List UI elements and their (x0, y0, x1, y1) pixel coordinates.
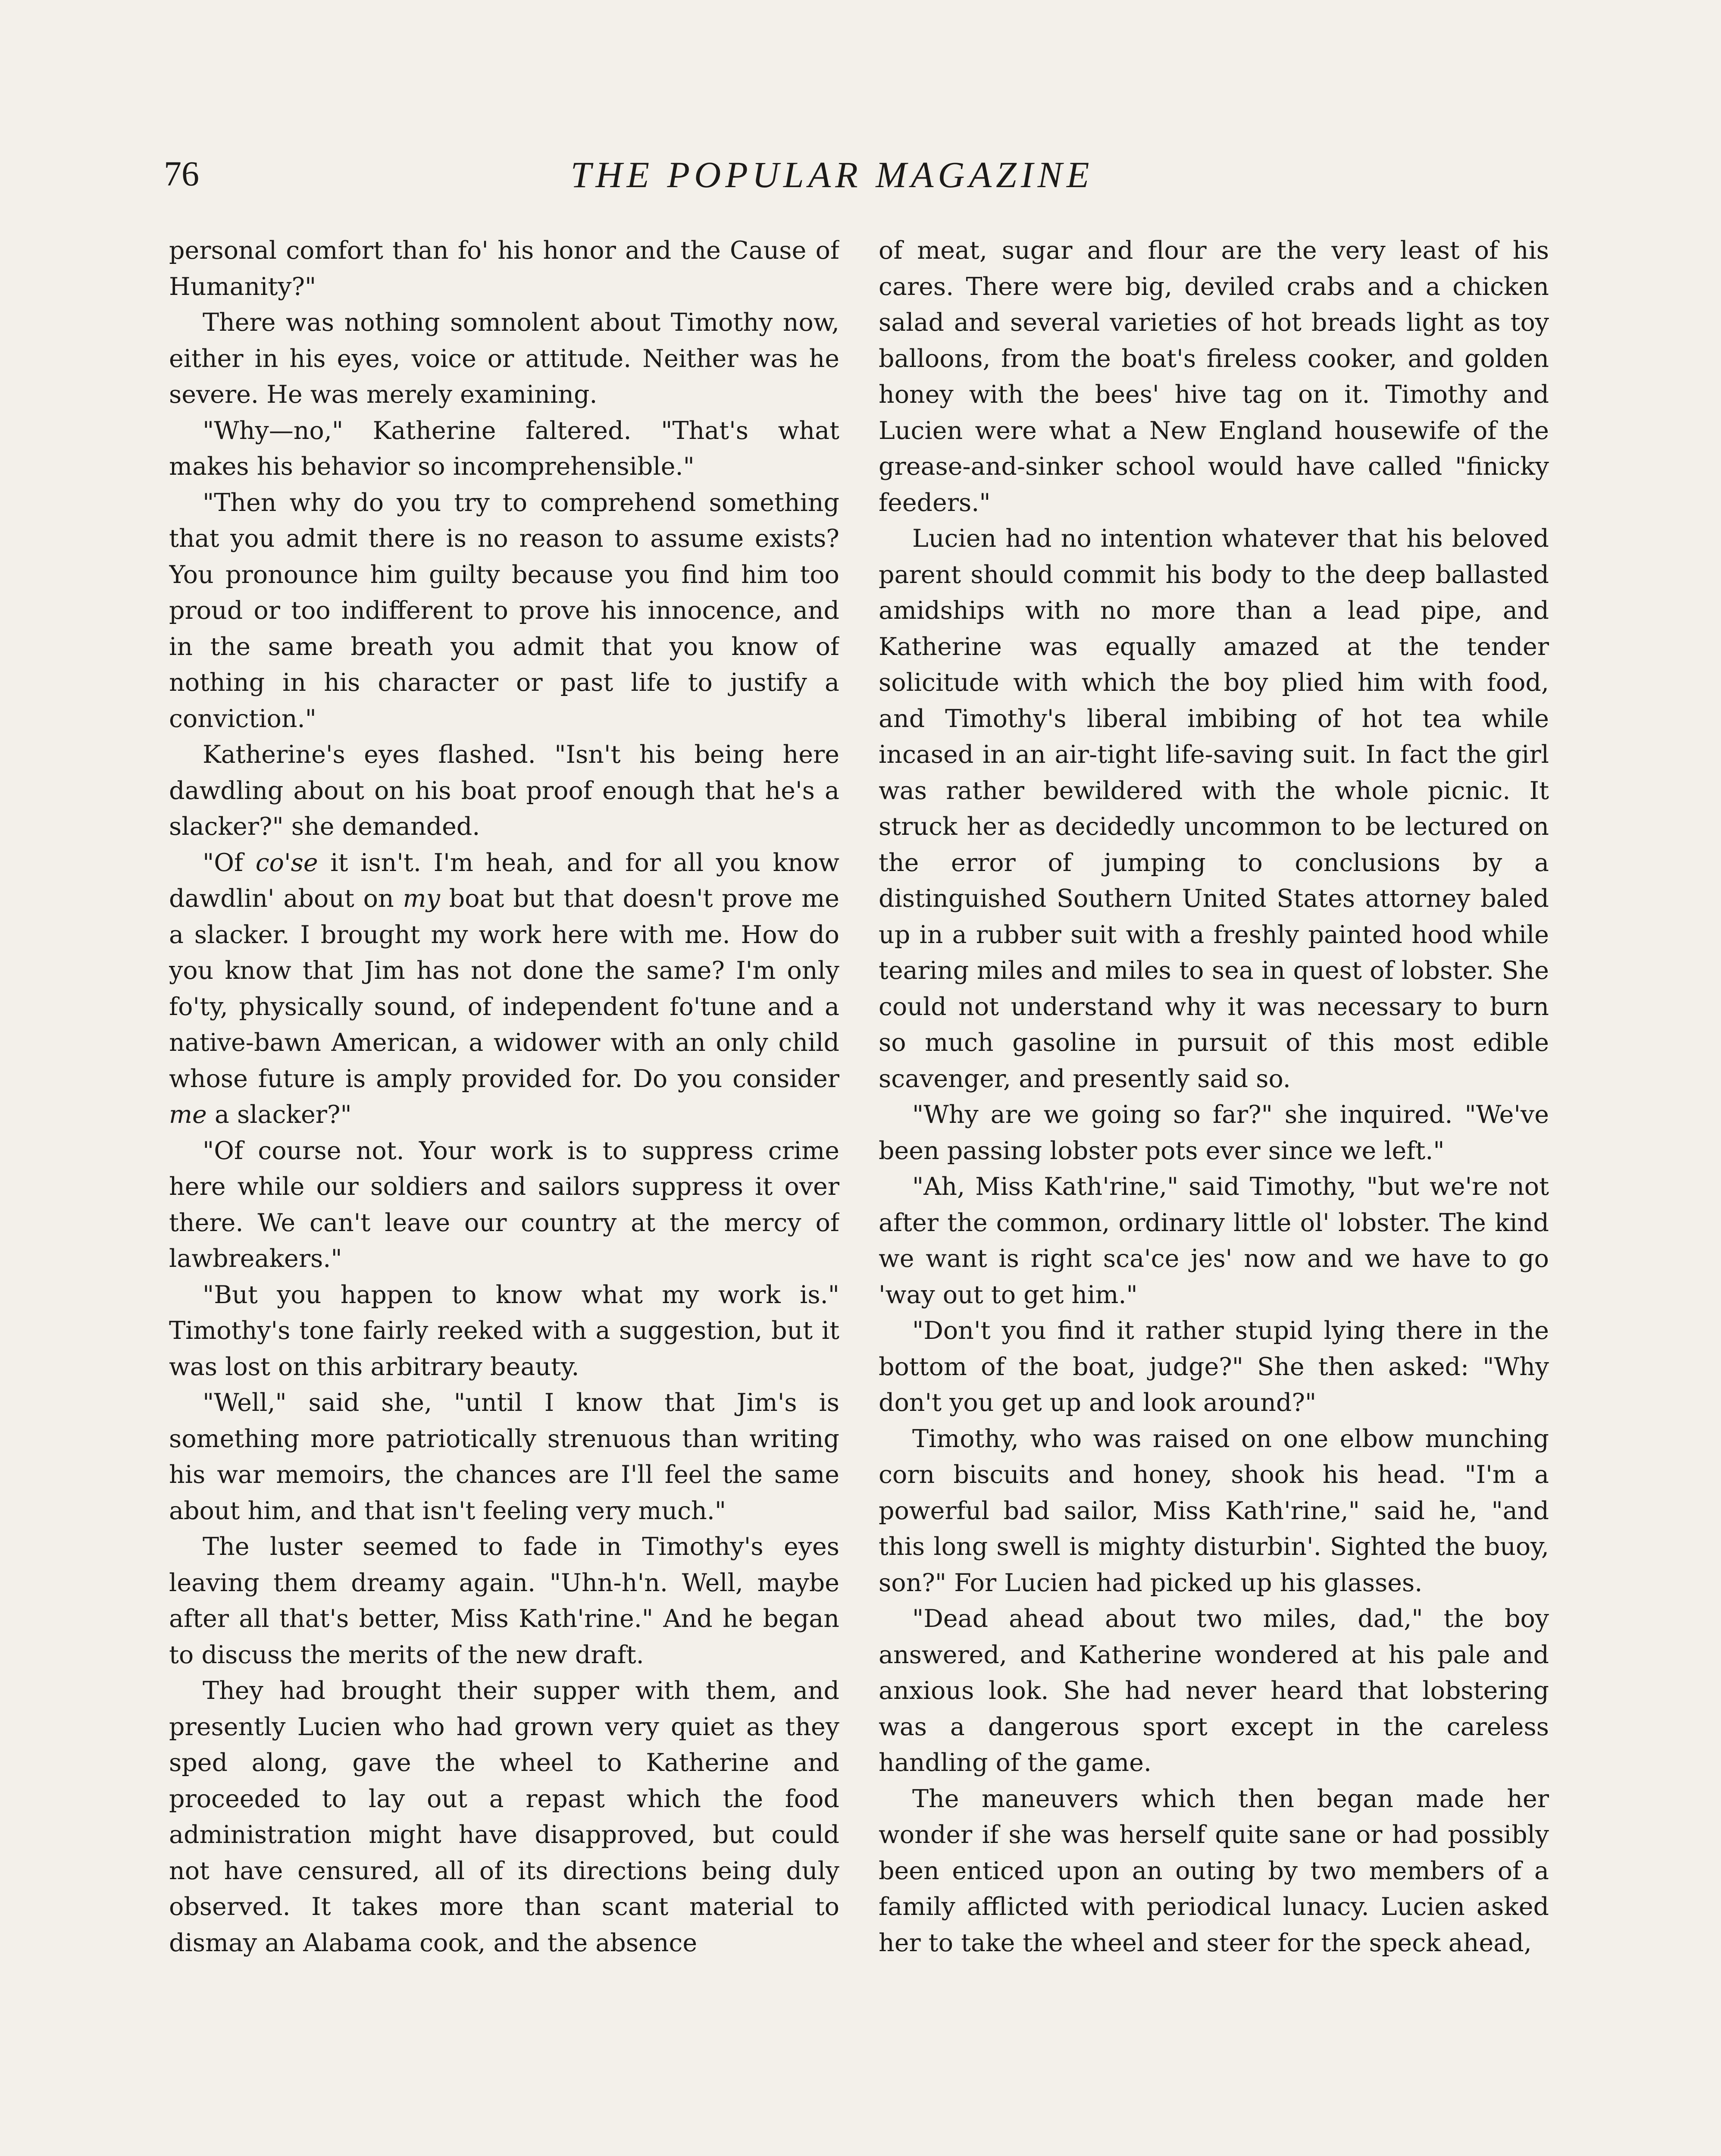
paragraph (169, 233, 839, 305)
text-run: "Of course not. Your work is to suppress crime here while our soldiers and sailors suppress it over there. We can't leave our country at the mercy of lawbreakers." (169, 1136, 839, 1273)
left-column (169, 233, 839, 2156)
text-run: "Why are we going so far?" she inquired. "We've been passing lobster pots ever since we left." (879, 1100, 1549, 1165)
paragraph (169, 305, 839, 413)
text-run: Timothy, who was raised on one elbow munching corn biscuits and honey, shook his head. "I'm a powerful bad sailor, Miss Kath'rine," said he, "and this long swell is mighty disturbin'. Sighted the buoy, son?" For Lucien had picked up his glasses. (879, 1424, 1549, 1597)
text-run: Lucien had no intention whatever that his beloved parent should commit his body to the deep ballasted amidships with no more than a lead pipe, and Katherine was equally amazed at the tender solicitude with which the boy plied him with food, and Timothy's liberal imbibing of hot tea while incased in an air-tight life-saving suit. In fact the girl was rather bewildered with the whole picnic. It struck her as decidedly uncommon to be lectured on the error of jumping to conclusions by a distinguished Southern United States attorney baled up in a rubber suit with a freshly painted hood while tearing miles and miles to sea in quest of lobster. She could not understand why it was necessary to burn so much gasoline in pursuit of this most edible scavenger, and presently said so. (879, 524, 1549, 1093)
text-run: "Dead ahead about two miles, dad," the boy answered, and Katherine wondered at his pale and anxious look. She had never heard that lobstering was a dangerous sport except in the careless handling of the game. (879, 1604, 1549, 1777)
text-run: Katherine's eyes flashed. "Isn't his being here dawdling about on his boat proof enough that he's a slacker?" she demanded. (169, 740, 839, 841)
paragraph (879, 1601, 1549, 1781)
paragraph (169, 485, 839, 737)
text-run: The luster seemed to fade in Timothy's eyes leaving them dreamy again. "Uhn-h'n. Well, maybe after all that's better, Miss Kath'rine." And he began to discuss the merits of the new draft. (169, 1532, 839, 1669)
page-number: 76 (164, 154, 199, 193)
right-column (879, 233, 1549, 2156)
text-run: The maneuvers which then began made her wonder if she was herself quite sane or had possibly been enticed upon an outing by two members of a family afflicted with periodical lunacy. Lucien asked her to take the wheel and steer for the speck ahead, (879, 1784, 1549, 1957)
italic-text: my (403, 884, 440, 913)
text-run: "Of (203, 848, 256, 877)
paragraph (169, 1385, 839, 1529)
paragraph (879, 233, 1549, 521)
running-head: THE POPULAR MAGAZINE (570, 154, 1094, 195)
text-run: They had brought their supper with them, and presently Lucien who had grown very quiet as they sped along, gave the wheel to Katherine and proceeded to lay out a repast which the food administration might have disapproved, but could not have censured, all of its directions being duly observed. It takes more than scant material to dismay an Alabama cook, and the absence (169, 1677, 839, 1957)
paragraph (879, 1421, 1549, 1601)
paragraph (879, 1169, 1549, 1313)
text-run: personal comfort than fo' his honor and the Cause of Humanity?" (169, 236, 839, 301)
text-run: "Well," said she, "until I know that Jim's is something more patriotically strenuous than writing his war memoirs, the chances are I'll feel the same about him, and that isn't feeling very much." (169, 1388, 839, 1525)
paragraph (879, 1313, 1549, 1421)
paragraph (169, 1673, 839, 1961)
text-run: boat but that doesn't prove me a slacker. I brought my work here with me. How do you know that Jim has not done the same? I'm only fo'ty, physically sound, of independent fo'tune and a native-bawn American, a widower with an only child whose future is amply provided for. Do you consider (169, 884, 839, 1093)
paragraph (169, 1277, 839, 1385)
text-run: "Why—no," Katherine faltered. "That's what makes his behavior so incomprehensible." (169, 416, 839, 481)
text-run: "Ah, Miss Kath'rine," said Timothy, "but we're not after the common, ordinary little ol' lobster. The kind we want is right sca'ce jes' now and we have to go 'way out to get him." (879, 1172, 1549, 1309)
paragraph (169, 1529, 839, 1673)
paragraph (169, 413, 839, 485)
paragraph (879, 1097, 1549, 1169)
text-run: of meat, sugar and flour are the very least of his cares. There were big, deviled crabs and a chicken salad and several varieties of hot breads light as toy balloons, from the boat's fireless cooker, and golden honey with the bees' hive tag on it. Timothy and Lucien were what a New England housewife of the grease-and-sinker school would have called "finicky feeders." (879, 236, 1549, 517)
paragraph (879, 521, 1549, 1097)
text-run: "Then why do you try to comprehend something that you admit there is no reason to assume exists? You pronounce him guilty because you find him too proud or too indifferent to prove his innocence, and in the same breath you admit that you know of nothing in his character or past life to justify a conviction." (169, 488, 839, 733)
text-run: There was nothing somnolent about Timothy now, either in his eyes, voice or attitude. Neither was he severe. He was merely examining. (169, 308, 839, 409)
text-run: "Don't you find it rather stupid lying there in the bottom of the boat, judge?" She then asked: "Why don't you get up and look around?" (879, 1316, 1549, 1417)
italic-text: co'se (255, 848, 318, 877)
text-run: it isn't. I'm heah, and for all you know dawdlin' about on (169, 848, 839, 913)
text-run: "But you happen to know what my work is." Timothy's tone fairly reeked with a suggestion, but it was lost on this arbitrary beauty. (169, 1280, 839, 1381)
text-run: a slacker?" (207, 1100, 352, 1129)
paragraph (169, 845, 839, 1133)
paragraph (169, 1133, 839, 1277)
paragraph (879, 1781, 1549, 1962)
paragraph (169, 737, 839, 845)
italic-text: me (169, 1100, 207, 1129)
